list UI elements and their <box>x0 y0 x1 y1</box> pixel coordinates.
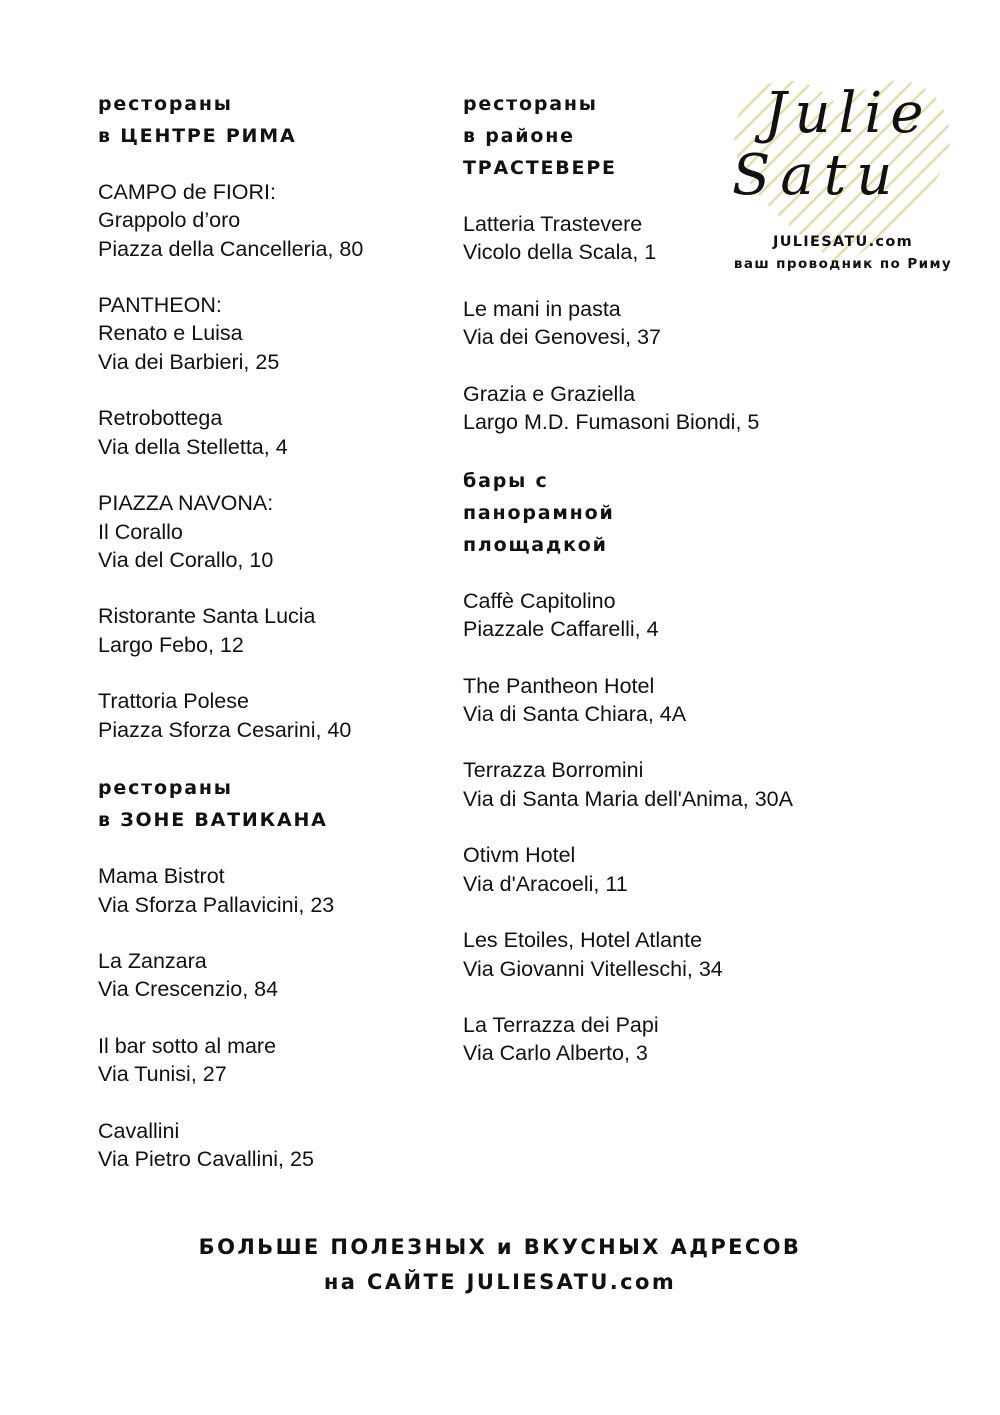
entry-line: Grappolo d’oro <box>98 208 241 233</box>
heading-line: рестораны <box>98 777 233 800</box>
entry-line: Via Sforza Pallavicini, 23 <box>98 892 335 917</box>
site-tagline: ваш проводник по Риму <box>733 256 953 272</box>
list-item <box>98 178 458 263</box>
entry-list <box>463 587 883 1068</box>
site-info <box>712 231 974 275</box>
entry-line: La Zanzara <box>98 949 207 974</box>
entry-line: Latteria Trastevere <box>463 212 643 236</box>
list-item <box>463 672 883 729</box>
section-heading <box>98 88 458 152</box>
heading-line: в районе <box>463 125 575 147</box>
logo-line-2: Satu <box>732 143 903 208</box>
entry-line: Caffè Capitolino <box>463 588 616 613</box>
entry-line: Les Etoiles, Hotel Atlante <box>463 928 703 953</box>
list-item <box>463 841 883 898</box>
list-item <box>463 295 883 352</box>
entry-line: Via d'Aracoeli, 11 <box>463 871 628 896</box>
entry-line: Largo M.D. Fumasoni Biondi, 5 <box>463 410 760 435</box>
entry-line: Retrobottega <box>98 406 223 431</box>
list-item <box>463 380 883 437</box>
footer <box>0 1230 1000 1300</box>
entry-line: Il Corallo <box>98 519 183 544</box>
entry-line: Via Tunisi, 27 <box>98 1062 227 1087</box>
entry-line: Via Pietro Cavallini, 25 <box>98 1147 314 1172</box>
list-item <box>463 587 883 644</box>
entry-line: Il bar sotto al mare <box>98 1034 277 1059</box>
entry-line: CAMPO de FIORI: <box>98 180 277 204</box>
entry-list <box>98 862 458 1173</box>
section-heading <box>98 772 458 836</box>
entry-line: Via del Corallo, 10 <box>98 547 274 572</box>
list-item <box>98 291 458 376</box>
entry-line: Piazza della Cancelleria, 80 <box>98 236 364 261</box>
list-item <box>98 602 458 659</box>
list-item <box>98 862 458 919</box>
section <box>98 88 458 744</box>
heading-line: в ЗОНЕ ВАТИКАНА <box>98 809 328 832</box>
entry-list <box>98 178 458 744</box>
list-item <box>463 1011 883 1068</box>
entry-line: The Pantheon Hotel <box>463 673 655 698</box>
entry-line: Le mani in pasta <box>463 296 621 321</box>
entry-line: La Terrazza dei Papi <box>463 1013 659 1038</box>
entry-line: Via Giovanni Vitelleschi, 34 <box>463 956 723 981</box>
entry-line: Via Crescenzio, 84 <box>98 977 279 1002</box>
entry-line: Renato e Luisa <box>98 321 243 346</box>
heading-line: бары с <box>463 469 549 492</box>
heading-line: панорамной <box>463 501 615 524</box>
heading-line: в ЦЕНТРЕ РИМА <box>98 125 297 147</box>
entry-line: Grazia e Graziella <box>463 381 636 406</box>
entry-line: Largo Febo, 12 <box>98 632 244 657</box>
entry-line: Cavallini <box>98 1118 180 1143</box>
entry-line: Via di Santa Maria dell'Anima, 30A <box>463 786 793 811</box>
entry-line: Otivm Hotel <box>463 843 576 868</box>
footer-line-2[interactable]: на САЙТЕ JULIESATU.com <box>323 1270 677 1294</box>
list-item <box>98 1117 458 1174</box>
footer-line-1: БОЛЬШЕ ПОЛЕЗНЫХ и ВКУСНЫХ АДРЕСОВ <box>198 1235 802 1259</box>
entry-line: PANTHEON: <box>98 293 222 318</box>
heading-line: рестораны <box>463 93 598 115</box>
entry-line: Vicolo della Scala, 1 <box>463 240 657 265</box>
list-item <box>98 489 458 574</box>
site-domain[interactable]: JULIESATU.com <box>773 234 913 250</box>
entry-line: Via Carlo Alberto, 3 <box>463 1041 648 1066</box>
heading-line: площадкой <box>463 533 608 556</box>
section <box>463 465 883 1068</box>
list-item <box>98 687 458 744</box>
list-item <box>463 756 883 813</box>
heading-line: ТРАСТЕВЕРЕ <box>463 157 617 179</box>
list-item <box>98 1032 458 1089</box>
list-item <box>463 926 883 983</box>
list-item <box>98 947 458 1004</box>
heading-line: рестораны <box>98 93 233 115</box>
section-heading <box>463 465 883 561</box>
entry-line: Via di Santa Chiara, 4A <box>463 701 687 726</box>
entry-line: Mama Bistrot <box>98 864 225 889</box>
entry-line: Trattoria Polese <box>98 689 249 714</box>
list-item <box>98 404 458 461</box>
entry-line: Terrazza Borromini <box>463 758 644 783</box>
entry-line: Via dei Barbieri, 25 <box>98 349 280 374</box>
entry-line: Ristorante Santa Lucia <box>98 604 316 629</box>
entry-line: Via della Stelletta, 4 <box>98 434 288 459</box>
entry-line: Piazza Sforza Cesarini, 40 <box>98 717 352 742</box>
section <box>98 772 458 1173</box>
entry-line: PIAZZA NAVONA: <box>98 491 274 516</box>
logo-line-1: Julie <box>764 81 932 146</box>
left-column <box>98 88 458 1202</box>
entry-line: Piazzale Caffarelli, 4 <box>463 616 659 641</box>
entry-line: Via dei Genovesi, 37 <box>463 325 662 350</box>
